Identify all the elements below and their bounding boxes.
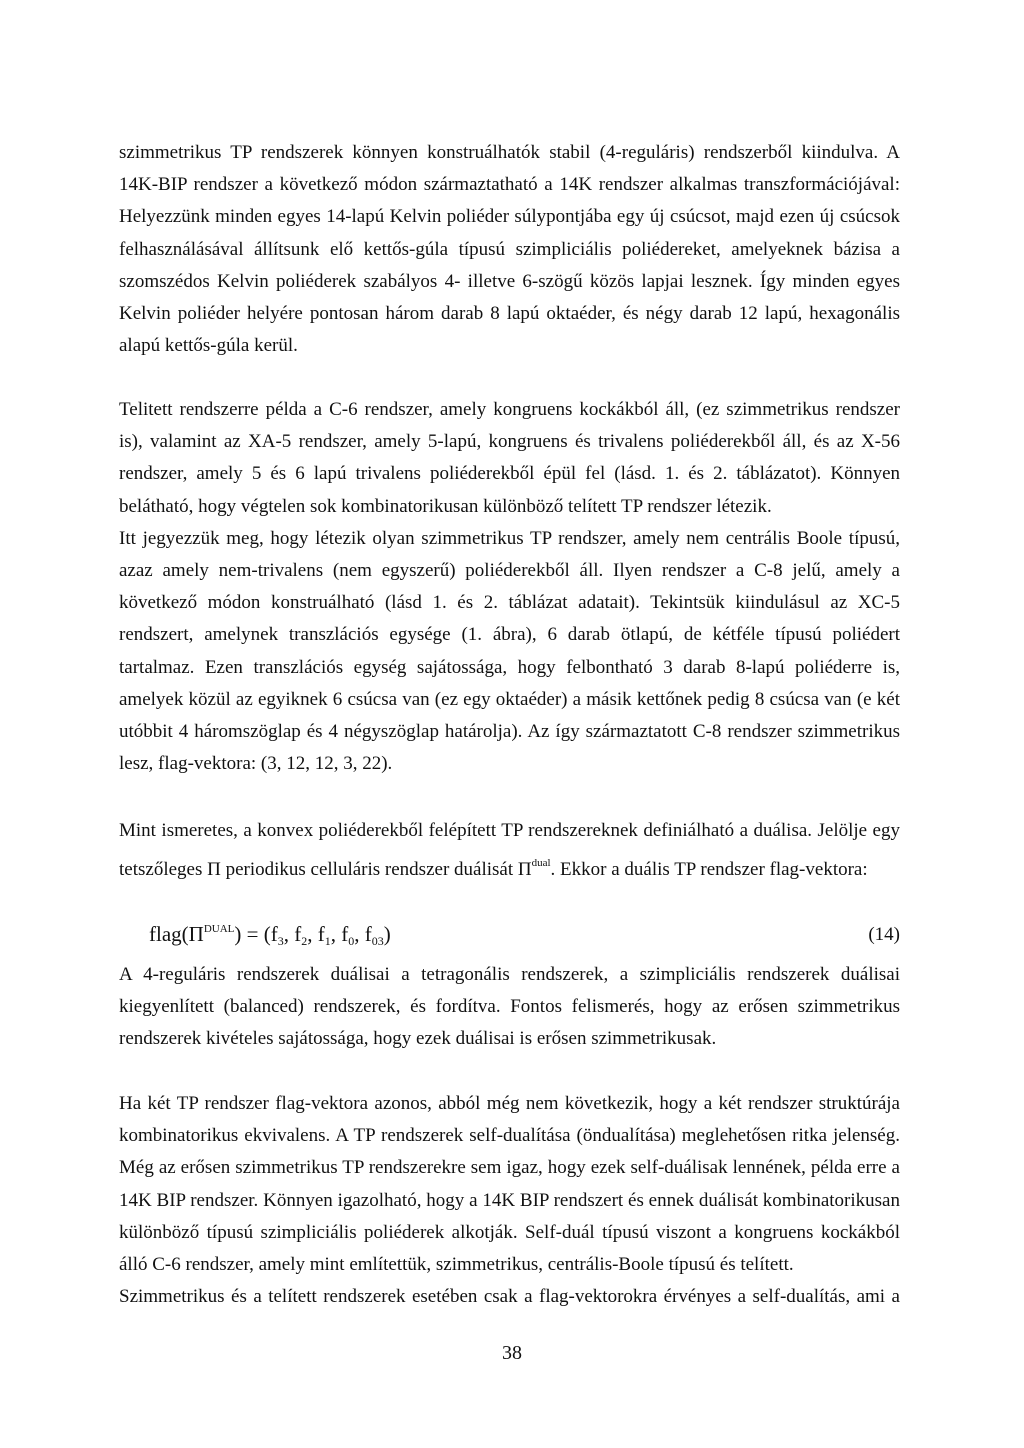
text-line: amelyek közül az egyiknek 6 csúcsa van (ez egy oktaéder) a másik kettőnek pedig 8 csúcsa van (e két [119, 688, 900, 710]
text-line: rendszert, amelynek transzlációs egysége (1. ábra), 6 darab ötlapú, de kétféle típusú poliédert [119, 624, 900, 646]
eq-part: , f [330, 922, 349, 946]
paragraph-3 [119, 815, 900, 886]
text-line: szimmetrikus TP rendszerek könnyen konstruálhatók stabil (4-reguláris) rendszerből kiindulva. A [119, 142, 900, 163]
text-line: is), valamint az XA-5 rendszer, amely 5-lapú, kongruens és trivalens poliéderekből áll, és az X-56 [119, 431, 900, 453]
eq-sub: 03 [371, 934, 384, 948]
text-line: felhasználásával állítsunk elő kettős-gúla típusú szimpliciális poliédereket, amelyeknek bázisa a [119, 238, 900, 260]
text-line: Szimmetrikus és a telített rendszerek esetében csak a flag-vektorokra érvényes a self-dualítás, ami a [119, 1286, 900, 1308]
eq-sup: DUAL [203, 923, 235, 935]
eq-part: ) = (f [234, 922, 278, 946]
text-line: alapú kettős-gúla kerül. [119, 335, 298, 357]
text-line: álló C-6 rendszer, amely mint említettük, szimmetrikus, centrális-Boole típusú és telített. [119, 1254, 794, 1276]
eq-part: ) [383, 922, 391, 946]
text-line: A 4-reguláris rendszerek duálisai a tetragonális rendszerek, a szimpliciális rendszerek duálisai [119, 964, 900, 985]
eq-sub: 2 [301, 934, 308, 948]
eq-part: , f [283, 922, 302, 946]
paragraph-1 [119, 137, 900, 362]
text-line: Helyezzünk minden egyes 14-lapú Kelvin poliéder súlypontjába egy új csúcsot, majd ezen új csúcsok [119, 206, 900, 228]
text-line: tartalmaz. Ezen transzlációs egység sajátossága, hogy felbontható 3 darab 8-lapú poliéderre is, [119, 656, 900, 678]
text-line: Mint ismeretes, a konvex poliéderekből felépített TP rendszereknek definiálható a duálisa. Jelölje egy [119, 820, 900, 841]
text-line: Még az erősen szimmetrikus TP rendszerekre sem igaz, hogy ezek self-duálisak lennének, példa erre a [119, 1157, 900, 1179]
eq-sub: 0 [348, 934, 355, 948]
text-line-dual [119, 847, 900, 886]
paragraph-2 [119, 394, 900, 780]
text-line: következő módon konstruálható (lásd 1. és 2. táblázat adatait). Tekintsük kiindulásul az XC-5 [119, 592, 900, 614]
text-line: különböző típusú szimpliciális poliéderek alkotják. Self-duál típusú viszont a kongruens kockákból [119, 1221, 900, 1243]
paragraph-5 [119, 1088, 900, 1313]
text-line: rendszerek kivételes sajátossága, hogy ezek duálisai is erősen szimmetrikusak. [119, 1028, 717, 1050]
paragraph-4 [119, 959, 900, 1056]
text-line: kombinatorikus ekvivalens. A TP rendszerek self-dualítása (öndualítása) meglehetősen ritka jelenség. [119, 1125, 900, 1147]
eq-sub: 1 [324, 934, 331, 948]
text-line: Itt jegyezzük meg, hogy létezik olyan szimmetrikus TP rendszer, amely nem centrális Boole típusú, [119, 527, 900, 549]
dual-superscript: dual [531, 857, 551, 870]
text-line: 14K BIP rendszer. Könnyen igazolható, hogy a 14K BIP rendszert és ennek duálisát kombinatorikusan [119, 1189, 900, 1211]
text-line: lesz, flag-vektora: (3, 12, 12, 3, 22). [119, 753, 393, 775]
eq-sub: 3 [277, 934, 284, 948]
text-line: kiegyenlített (balanced) rendszerek, és fordítva. Fontos felismerés, hogy az erősen szimmetrikus [119, 996, 900, 1018]
equation-expression [149, 922, 391, 949]
equation-14 [119, 922, 900, 958]
text-line: 14K-BIP rendszer a következő módon származtatható a 14K rendszer alkalmas transzformációjával: [119, 174, 900, 196]
dual-line-after: . Ekkor a duális TP rendszer flag-vektora: [550, 859, 868, 881]
page-number: 38 [502, 1342, 522, 1364]
text-line: Telitett rendszerre példa a C-6 rendszer, amely kongruens kockákból áll, (ez szimmetrikus rendszer [119, 399, 900, 420]
text-line: Ha két TP rendszer flag-vektora azonos, abból még nem következik, hogy a két rendszer struktúrája [119, 1093, 900, 1114]
text-line: belátható, hogy végtelen sok kombinatorikusan különböző telített TP rendszer létezik. [119, 495, 772, 517]
text-line: Kelvin poliéder helyére pontosan három darab 8 lapú oktaéder, és négy darab 12 lapú, hexagonális [119, 303, 900, 325]
eq-part: , f [307, 922, 325, 946]
text-line: azaz amely nem-trivalens (nem egyszerű) poliéderekből áll. Ilyen rendszer a C-8 jelű, amely a [119, 560, 900, 582]
text-line: szomszédos Kelvin poliéderek szabályos 4- illetve 6-szögű közös lapjai lesznek. Így minden egyes [119, 270, 900, 292]
dual-line-before: tetszőleges Π periodikus celluláris rendszer duálisát Π [119, 859, 532, 881]
text-line: rendszer, amely 5 és 6 lapú trivalens poliéderekből épül fel (lásd. 1. és 2. táblázatot). Könnyen [119, 463, 900, 485]
text-line: utóbbit 4 háromszöglap és 4 négyszöglap határolja). Az így származtatott C-8 rendszer szimmetrikus [119, 721, 900, 743]
equation-number: (14) [868, 924, 900, 945]
eq-part: flag(Π [149, 922, 204, 946]
eq-part: , f [354, 922, 372, 946]
